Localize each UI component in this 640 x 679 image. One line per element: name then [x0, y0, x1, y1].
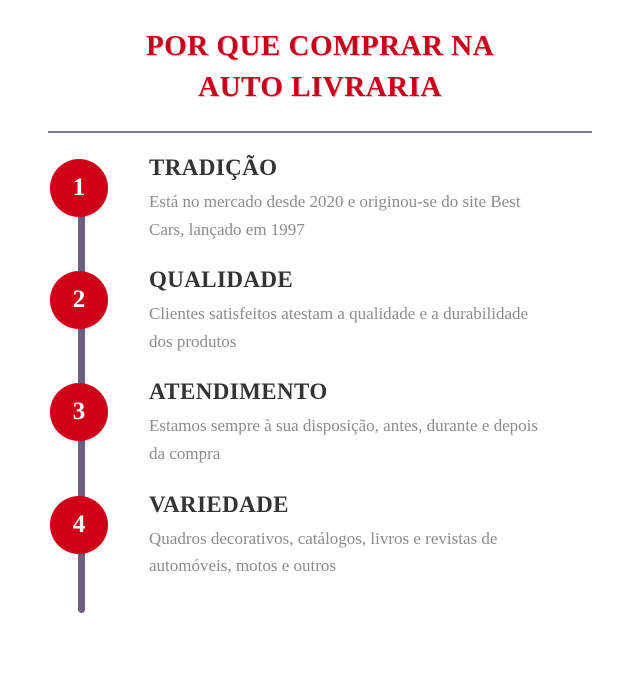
list-item-description: Quadros decorativos, catálogos, livros e revistas de automóveis, motos e outros — [149, 528, 498, 576]
list-item-title: TRADIÇÃO — [149, 155, 278, 181]
list-item — [48, 153, 640, 243]
list-item-content — [108, 490, 549, 580]
list-item-title: QUALIDADE — [149, 267, 294, 293]
list-item-content — [108, 153, 549, 243]
step-badge — [50, 159, 108, 217]
step-badge — [50, 383, 108, 441]
list-item-title: ATENDIMENTO — [149, 379, 328, 405]
timeline-list — [0, 153, 640, 579]
list-item-description: Estamos sempre à sua disposição, antes, durante e depois da compra — [149, 416, 539, 463]
page-title-line-1: POR QUE COMPRAR NA — [145, 30, 495, 62]
list-item — [48, 265, 640, 355]
page-title-line-2: AUTO LIVRARIA — [198, 71, 442, 104]
step-number: 4 — [72, 510, 86, 538]
step-number: 3 — [72, 398, 86, 426]
step-number: 2 — [72, 286, 86, 314]
step-badge — [50, 271, 108, 329]
list-item — [48, 377, 640, 467]
list-item-title: VARIEDADE — [149, 491, 289, 517]
page-title — [0, 0, 640, 108]
list-item-description: Está no mercado desde 2020 e originou-se do site Best Cars, lançado em 1997 — [149, 192, 521, 239]
title-divider — [48, 131, 592, 133]
step-badge — [50, 496, 108, 554]
list-item-content — [108, 377, 549, 467]
list-item — [48, 490, 640, 580]
list-item-description: Clientes satisfeitos atestam a qualidade e a durabilidade dos produtos — [149, 304, 529, 351]
step-number: 1 — [72, 174, 86, 202]
list-item-content — [108, 265, 549, 355]
